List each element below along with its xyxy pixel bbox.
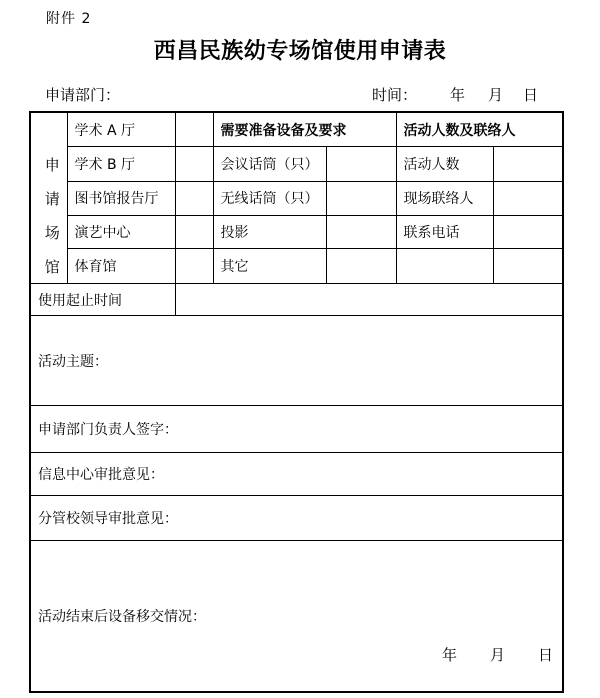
handover-date-line [442,644,553,665]
equipment-label-cell-wireless-mic: 无线话筒（只） [213,181,326,216]
contact-label-cell-participant-count: 活动人数 [396,147,493,182]
time-label: 时间： [372,86,418,104]
venue-option-cell-performance-center: 演艺中心 [67,216,175,249]
venue-group-vertical-label: 申 请 场 馆 [44,155,60,276]
venue-option-cell-b-hall: 学术 B 厅 [67,147,175,182]
contact-value-cell-phone[interactable] [493,216,563,249]
table-row [30,112,563,147]
usage-time-label-cell: 使用起止时间 [30,284,175,316]
usage-time-value-cell[interactable] [175,284,563,316]
footer-day-label: 日 [537,645,553,664]
department-label: 申请部门： [45,86,121,104]
venue-select-cell-a-hall[interactable] [175,112,213,147]
venue-option-cell-a-hall: 学术 A 厅 [67,112,175,147]
venue-option-cell-gymnasium: 体育馆 [67,249,175,284]
contact-value-cell-empty[interactable] [493,249,563,284]
time-year-label: 年 [450,86,466,104]
equipment-label-cell-other: 其它 [213,249,326,284]
contact-header-cell: 活动人数及联络人 [396,112,563,147]
equipment-value-cell-other[interactable] [326,249,396,284]
venue-select-cell-library-hall[interactable] [175,181,213,216]
table-row [30,406,563,453]
table-row [30,284,563,316]
venue-group-header-cell [30,112,67,284]
equipment-label-cell-projector: 投影 [213,216,326,249]
venue-select-cell-performance-center[interactable] [175,216,213,249]
table-row [30,147,563,182]
equipment-label-cell-conference-mic: 会议话筒（只） [213,147,326,182]
contact-label-cell-empty [396,249,493,284]
equipment-value-cell-projector[interactable] [326,216,396,249]
equipment-value-cell-wireless-mic[interactable] [326,181,396,216]
meta-line [0,84,600,102]
application-form-table [29,111,564,693]
table-row [30,496,563,541]
venue-select-cell-b-hall[interactable] [175,147,213,182]
time-month-label: 月 [488,86,504,104]
equipment-handover-label: 活动结束后设备移交情况： [38,608,206,625]
info-center-approval-cell[interactable]: 信息中心审批意见： [30,453,563,496]
attachment-label: 附件 2 [46,11,92,27]
leader-approval-cell[interactable]: 分管校领导审批意见： [30,496,563,541]
equipment-value-cell-conference-mic[interactable] [326,147,396,182]
activity-theme-cell[interactable]: 活动主题： [30,316,563,406]
table-row [30,453,563,496]
table-row [30,249,563,284]
department-signature-cell[interactable]: 申请部门负责人签字： [30,406,563,453]
footer-month-label: 月 [489,645,505,664]
contact-label-cell-onsite-contact: 现场联络人 [396,181,493,216]
table-row [30,181,563,216]
page-title: 西昌民族幼专场馆使用申请表 [153,39,447,64]
equipment-handover-cell[interactable] [30,541,563,692]
contact-label-cell-phone: 联系电话 [396,216,493,249]
table-row [30,316,563,406]
venue-option-cell-library-hall: 图书馆报告厅 [67,181,175,216]
contact-value-cell-participant-count[interactable] [493,147,563,182]
time-day-label: 日 [523,86,539,104]
contact-value-cell-onsite-contact[interactable] [493,181,563,216]
equipment-header-cell: 需要准备设备及要求 [213,112,396,147]
table-row [30,216,563,249]
footer-year-label: 年 [441,645,457,664]
venue-select-cell-gymnasium[interactable] [175,249,213,284]
table-row [30,541,563,692]
